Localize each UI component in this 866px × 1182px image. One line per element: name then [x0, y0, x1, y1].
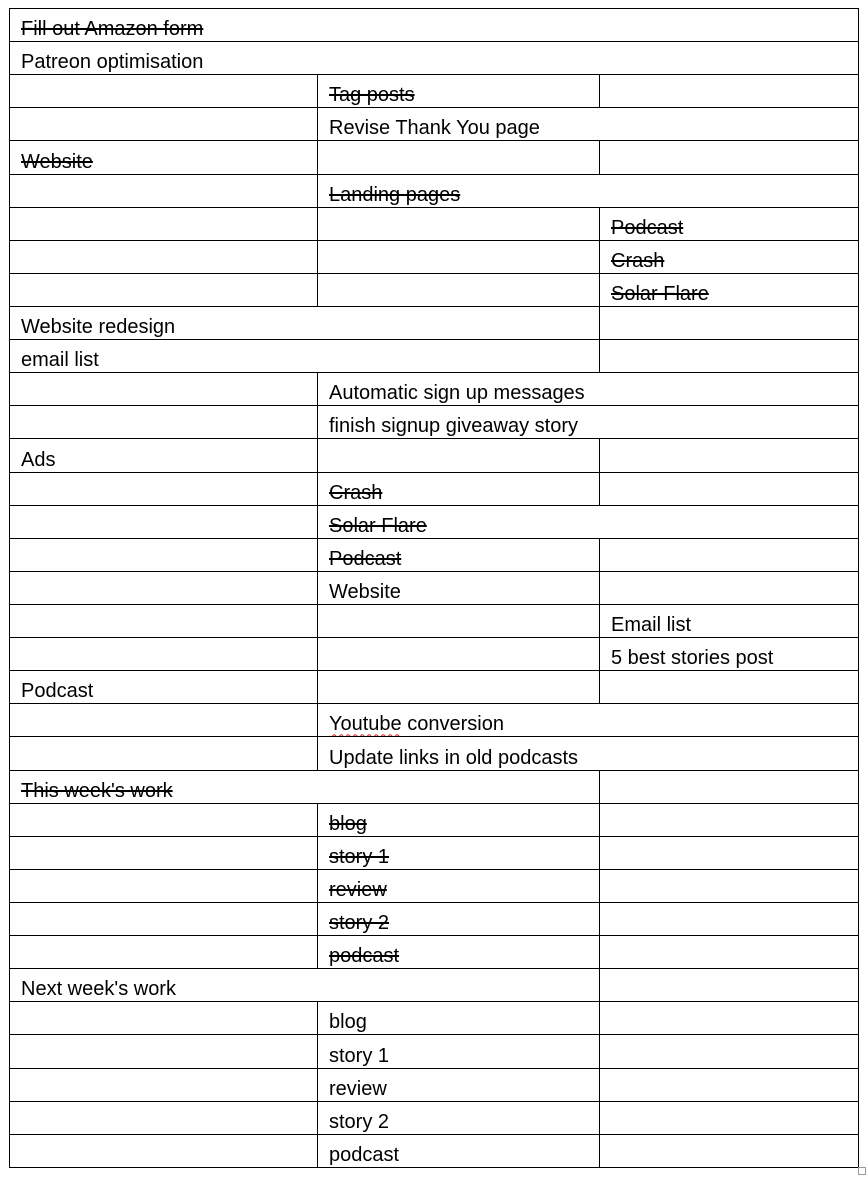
completed-task-text: Crash	[611, 249, 665, 272]
table-cell[interactable]	[10, 869, 318, 902]
completed-task-text: story 1	[329, 845, 390, 868]
table-cell[interactable]	[318, 1101, 600, 1134]
table-cell[interactable]	[10, 207, 318, 240]
table-cell[interactable]	[318, 638, 600, 671]
task-text: Update links in old podcasts	[329, 746, 579, 769]
table-cell[interactable]	[10, 9, 859, 42]
table-cell[interactable]	[600, 1035, 859, 1068]
table-row	[10, 273, 859, 306]
table-cell[interactable]	[318, 207, 600, 240]
table-cell[interactable]	[318, 505, 859, 538]
table-row	[10, 141, 859, 174]
todo-table-body	[10, 9, 859, 1168]
table-cell[interactable]	[10, 571, 318, 604]
table-cell[interactable]	[600, 869, 859, 902]
table-row	[10, 737, 859, 770]
table-cell[interactable]	[10, 340, 600, 373]
table-cell[interactable]	[600, 1068, 859, 1101]
table-row	[10, 373, 859, 406]
task-text: blog	[329, 1011, 367, 1034]
table-row	[10, 770, 859, 803]
table-cell[interactable]	[318, 869, 600, 902]
table-cell[interactable]	[10, 671, 318, 704]
task-text: Automatic sign up messages	[329, 382, 585, 405]
table-row	[10, 803, 859, 836]
table-row	[10, 671, 859, 704]
completed-task-text: Website	[21, 150, 93, 173]
table-row	[10, 75, 859, 108]
task-text: review	[329, 1077, 387, 1100]
table-cell[interactable]	[600, 770, 859, 803]
table-cell[interactable]	[10, 240, 318, 273]
task-text: Revise Thank You page	[329, 117, 540, 140]
table-cell[interactable]	[318, 1035, 600, 1068]
table-row	[10, 902, 859, 935]
table-cell[interactable]	[318, 240, 600, 273]
completed-task-text: Solar Flare	[611, 282, 709, 305]
table-cell[interactable]	[600, 340, 859, 373]
table-cell[interactable]	[318, 108, 859, 141]
table-row	[10, 240, 859, 273]
table-row	[10, 1101, 859, 1134]
table-cell[interactable]	[600, 638, 859, 671]
completed-task-text: blog	[329, 812, 367, 835]
table-cell[interactable]	[600, 141, 859, 174]
table-cell[interactable]	[10, 273, 318, 306]
table-cell[interactable]	[318, 737, 859, 770]
table-cell[interactable]	[10, 770, 600, 803]
table-cell[interactable]	[600, 671, 859, 704]
table-cell[interactable]	[318, 836, 600, 869]
table-row	[10, 1068, 859, 1101]
table-row	[10, 704, 859, 737]
table-cell[interactable]	[600, 902, 859, 935]
table-row	[10, 571, 859, 604]
table-cell[interactable]	[318, 571, 600, 604]
table-cell[interactable]	[600, 439, 859, 472]
table-cell[interactable]	[10, 42, 859, 75]
table-cell[interactable]	[318, 671, 600, 704]
completed-task-text: Tag posts	[329, 84, 415, 107]
table-row	[10, 604, 859, 637]
table-cell[interactable]	[600, 936, 859, 969]
table-cell[interactable]	[318, 1002, 600, 1035]
table-cell[interactable]	[10, 174, 318, 207]
table-cell[interactable]	[10, 836, 318, 869]
table-cell[interactable]	[318, 704, 859, 737]
table-cell[interactable]	[10, 902, 318, 935]
task-text: Ads	[21, 448, 56, 471]
table-cell[interactable]	[600, 75, 859, 108]
table-row	[10, 340, 859, 373]
table-row	[10, 472, 859, 505]
table-cell[interactable]	[600, 1002, 859, 1035]
table-cell[interactable]	[600, 836, 859, 869]
table-row	[10, 1002, 859, 1035]
table-cell[interactable]	[10, 538, 318, 571]
table-cell[interactable]	[318, 803, 600, 836]
table-cell[interactable]	[10, 1002, 318, 1035]
table-cell[interactable]	[10, 1035, 318, 1068]
table-row	[10, 1134, 859, 1167]
table-cell[interactable]	[318, 406, 859, 439]
table-cell[interactable]	[318, 141, 600, 174]
task-text: Podcast	[21, 680, 94, 703]
table-cell[interactable]	[10, 1068, 318, 1101]
table-cell[interactable]	[10, 604, 318, 637]
task-text: Patreon optimisation	[21, 51, 204, 74]
table-cell[interactable]	[600, 604, 859, 637]
table-cell[interactable]	[10, 737, 318, 770]
table-row	[10, 9, 859, 42]
table-cell[interactable]	[10, 406, 318, 439]
table-cell[interactable]	[600, 306, 859, 339]
table-cell[interactable]	[318, 439, 600, 472]
table-cell[interactable]	[318, 75, 600, 108]
task-text: Youtube conversion	[329, 713, 504, 736]
table-cell[interactable]	[10, 439, 318, 472]
table-cell[interactable]	[600, 273, 859, 306]
table-row	[10, 969, 859, 1002]
table-row	[10, 42, 859, 75]
completed-task-text: Fill out Amazon form	[21, 18, 204, 41]
table-cell[interactable]	[600, 1101, 859, 1134]
task-text: Next week's work	[21, 978, 176, 1001]
table-row	[10, 869, 859, 902]
table-cell[interactable]	[10, 936, 318, 969]
completed-task-text: Podcast	[611, 216, 684, 239]
table-row	[10, 108, 859, 141]
completed-task-text: podcast	[329, 945, 400, 968]
table-cell[interactable]	[318, 936, 600, 969]
table-row	[10, 439, 859, 472]
table-cell[interactable]	[10, 638, 318, 671]
table-row	[10, 638, 859, 671]
todo-table	[9, 8, 859, 1168]
table-cell[interactable]	[318, 538, 600, 571]
table-row	[10, 174, 859, 207]
table-cell[interactable]	[600, 240, 859, 273]
table-row	[10, 1035, 859, 1068]
table-cell[interactable]	[10, 472, 318, 505]
table-cell[interactable]	[318, 472, 600, 505]
table-row	[10, 306, 859, 339]
task-text: story 1	[329, 1044, 390, 1067]
task-text: email list	[21, 349, 99, 372]
table-row	[10, 538, 859, 571]
table-row	[10, 836, 859, 869]
table-cell[interactable]	[318, 902, 600, 935]
table-cell[interactable]	[10, 1134, 318, 1167]
table-cell[interactable]	[10, 75, 318, 108]
table-cell[interactable]	[10, 505, 318, 538]
table-resize-handle[interactable]	[858, 1167, 866, 1175]
table-row	[10, 936, 859, 969]
completed-task-text: Crash	[329, 481, 383, 504]
table-cell[interactable]	[318, 373, 859, 406]
spellcheck-underline[interactable]: Youtube	[329, 713, 402, 736]
table-cell[interactable]	[600, 969, 859, 1002]
table-cell[interactable]	[318, 604, 600, 637]
table-cell[interactable]	[10, 306, 600, 339]
table-cell[interactable]	[10, 704, 318, 737]
task-text: Website redesign	[21, 316, 176, 339]
task-text: Website	[329, 580, 401, 603]
table-cell[interactable]	[10, 373, 318, 406]
table-cell[interactable]	[318, 174, 859, 207]
completed-task-text: Landing pages	[329, 183, 461, 206]
table-cell[interactable]	[10, 969, 600, 1002]
task-text: finish signup giveaway story	[329, 415, 579, 438]
table-cell[interactable]	[318, 1068, 600, 1101]
completed-task-text: Solar Flare	[329, 514, 427, 537]
table-cell[interactable]	[318, 273, 600, 306]
table-cell[interactable]	[10, 1101, 318, 1134]
table-cell[interactable]	[318, 1134, 600, 1167]
table-row	[10, 207, 859, 240]
completed-task-text: review	[329, 878, 387, 901]
table-cell[interactable]	[600, 207, 859, 240]
table-cell[interactable]	[600, 803, 859, 836]
task-text: podcast	[329, 1144, 400, 1166]
task-text: 5 best stories post	[611, 647, 774, 670]
task-text: story 2	[329, 1110, 390, 1133]
table-cell[interactable]	[600, 1134, 859, 1167]
table-cell[interactable]	[600, 472, 859, 505]
table-row	[10, 406, 859, 439]
table-cell[interactable]	[600, 571, 859, 604]
completed-task-text: This week's work	[21, 779, 173, 802]
completed-task-text: story 2	[329, 912, 390, 935]
table-cell[interactable]	[10, 141, 318, 174]
table-cell[interactable]	[10, 108, 318, 141]
table-cell[interactable]	[600, 538, 859, 571]
completed-task-text: Podcast	[329, 547, 402, 570]
table-cell[interactable]	[10, 803, 318, 836]
table-row	[10, 505, 859, 538]
task-text: Email list	[611, 614, 692, 637]
